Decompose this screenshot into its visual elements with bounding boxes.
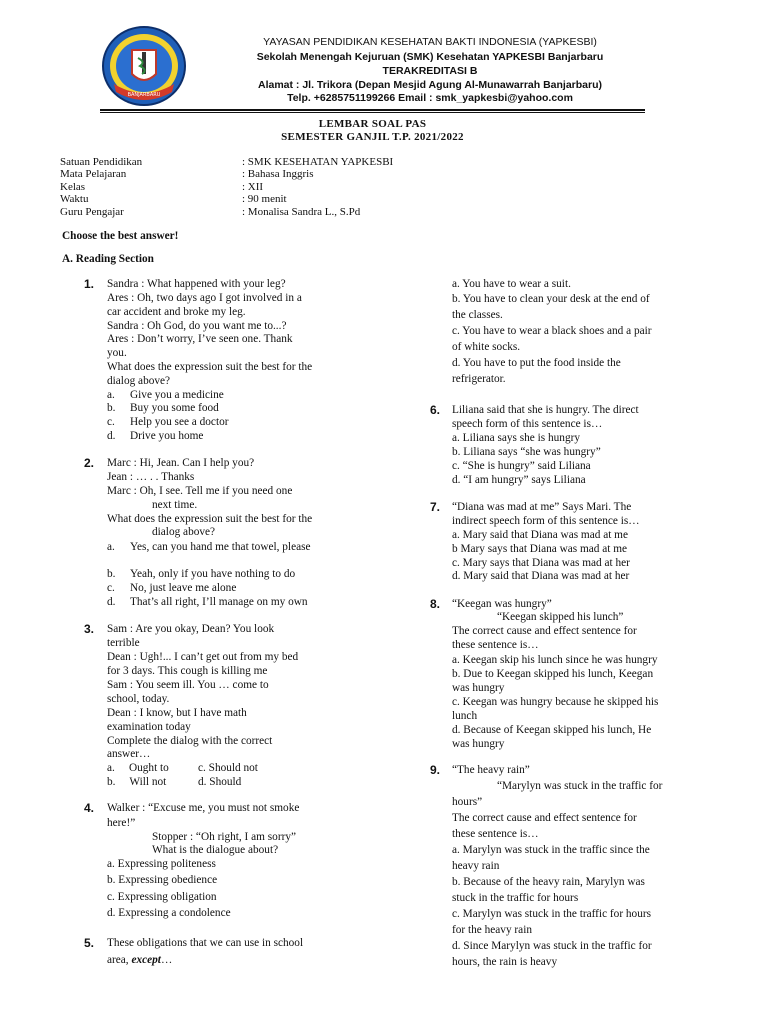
option-d[interactable]: That’s all right, I’ll manage on my own [130,596,308,608]
option-b[interactable]: Yeah, only if you have nothing to do [130,568,296,580]
question-number: 4. [84,801,95,815]
option-b[interactable]: b. Expressing obedience [107,874,218,886]
option-b[interactable]: b. Will not [107,776,167,788]
option-a[interactable]: a. Keegan skip his lunch since he was hungry [452,654,658,666]
contact: Telp. +6285751199266 Email : smk_yapkesbi@yahoo.com [287,92,573,104]
q5-emphasis: except [131,954,161,966]
option-c[interactable]: c. Keegan was hungry because he skipped his [452,696,659,708]
option-c[interactable]: c. You have to wear a black shoes and a pair [452,325,652,337]
question-number: 8. [430,597,441,611]
q1-line: Sandra : What happened with your leg? [107,278,286,290]
q5-line: These obligations that we can use in school [107,937,304,949]
q3-line: for 3 days. This cough is killing me [107,665,268,677]
option-b[interactable]: Buy you some food [130,402,219,414]
option-b[interactable]: b. Due to Keegan skipped his lunch, Keegan [452,668,654,680]
option-d[interactable]: d. Mary said that Diana was mad at her [452,570,630,582]
q3-line: examination today [107,721,191,733]
option-key: a. [107,389,115,401]
q1-line: you. [107,347,127,359]
info-label: Mata Pelajaran [60,168,127,181]
q3-line: Sam : Are you okay, Dean? You look [107,623,275,635]
header-rule [100,109,645,111]
option-d-cont: hours, the rain is heavy [452,956,558,968]
option-a[interactable]: Give you a medicine [130,389,224,401]
question-number: 7. [430,500,441,514]
q4-line: here!” [107,817,136,829]
q6-line: speech form of this sentence is… [452,418,603,430]
option-b-cont: was hungry [452,682,505,694]
option-c[interactable]: c. Expressing obligation [107,891,217,903]
q3-line: Dean : Ugh!... I can’t get out from my bed [107,651,299,663]
sheet-subtitle: SEMESTER GANJIL T.P. 2021/2022 [281,131,464,143]
info-label: Kelas [60,180,86,193]
q7-line: “Diana was mad at me” Says Mari. The [452,501,632,513]
q5-line [107,954,172,968]
info-label: Guru Pengajar [60,205,124,218]
option-c-cont: lunch [452,710,478,722]
option-d[interactable]: d. “I am hungry” says Liliana [452,474,586,486]
option-d[interactable]: d. Because of Keegan skipped his lunch, He [452,724,652,736]
option-d[interactable]: d. Should [198,776,242,788]
sheet-title: LEMBAR SOAL PAS [318,118,427,130]
info-value: : Bahasa Inggris [242,168,314,181]
q9-line: hours” [452,796,483,808]
q5-text: area, [107,954,132,966]
info-value: : 90 menit [242,193,287,206]
option-b[interactable]: b. Liliana says “she was hungry” [452,446,601,458]
option-c[interactable]: c. “She is hungry” said Liliana [452,460,591,472]
logo-text: BANJARBARU [127,92,161,98]
foundation-name: YAYASAN PENDIDIKAN KESEHATAN BAKTI INDONESIA (YAPKESBI) [263,36,597,48]
option-d[interactable]: Drive you home [130,430,204,442]
q1-line: Ares : Don’t worry, I’ve seen one. Thank [107,333,293,345]
question-number: 1. [84,277,95,291]
option-d[interactable]: d. Since Marylyn was stuck in the traffic for [452,940,652,952]
q2-question: dialog above? [152,526,216,538]
q8-line: “Keegan skipped his lunch” [497,611,624,623]
option-key: b. [107,568,116,580]
option-b[interactable]: b Mary says that Diana was mad at me [452,543,628,555]
option-c-cont: of white socks. [452,341,521,353]
info-value: : Monalisa Sandra L., S.Pd [242,205,361,218]
question-number: 3. [84,622,95,636]
option-a[interactable]: a. Mary said that Diana was mad at me [452,529,628,541]
info-values [242,156,393,218]
option-key: b. [107,402,116,414]
school-logo [100,24,188,112]
q9-line: “The heavy rain” [452,764,530,776]
option-b[interactable]: b. You have to clean your desk at the end of [452,293,650,305]
option-b-cont: the classes. [452,309,503,321]
section-heading: A. Reading Section [62,253,154,265]
option-key: a. [107,541,115,553]
info-value: : XII [242,180,264,193]
option-a[interactable]: a. Expressing politeness [107,858,216,870]
info-label: Satuan Pendidikan [60,156,143,168]
q1-line: car accident and broke my leg. [107,306,246,318]
option-key: c. [107,416,115,428]
option-d[interactable]: d. Expressing a condolence [107,907,231,919]
option-a[interactable]: Yes, can you hand me that towel, please [130,541,311,553]
info-label: Waktu [60,193,89,206]
q2-line: Marc : Hi, Jean. Can I help you? [107,457,255,469]
address: Alamat : Jl. Trikora (Depan Mesjid Agung Al-Munawarrah Banjarbaru) [257,79,603,91]
instruction: Choose the best answer! [62,230,179,242]
info-value: : SMK KESEHATAN YAPKESBI [242,156,394,168]
option-c[interactable]: Help you see a doctor [130,416,229,428]
header-rule-thin [100,112,645,113]
q3-question: Complete the dialog with the correct [107,735,273,747]
q3-line: Dean : I know, but I have math [107,707,247,719]
option-d[interactable]: d. You have to put the food inside the [452,357,621,369]
q6-line: Liliana said that she is hungry. The direct [452,404,639,416]
q3-line: terrible [107,637,140,649]
q9-question: The correct cause and effect sentence for [452,812,637,824]
q1-line: Ares : Oh, two days ago I got involved in a [107,292,302,304]
option-d-cont: was hungry [452,738,505,750]
q1-line: Sandra : Oh God, do you want me to...? [107,320,287,332]
q2-question: What does the expression suit the best for the [107,513,313,525]
q4-question: What is the dialogue about? [152,844,279,856]
question-number: 2. [84,456,95,470]
option-a[interactable]: a. You have to wear a suit. [452,278,571,290]
question-number: 9. [430,763,441,777]
q2-line: next time. [152,499,198,511]
option-c-cont: for the heavy rain [452,924,532,936]
q4-line: Stopper : “Oh right, I am sorry” [152,831,297,843]
option-c[interactable]: c. Should not [198,762,258,774]
q2-line: Jean : … . . Thanks [107,471,195,483]
option-c[interactable]: c. Marylyn was stuck in the traffic for hours [452,908,652,920]
option-d-cont: refrigerator. [452,373,506,385]
q2-line: Marc : Oh, I see. Tell me if you need one [107,485,293,497]
option-c[interactable]: c. Mary says that Diana was mad at her [452,557,630,569]
q9-line: “Marylyn was stuck in the traffic for [497,780,663,792]
accreditation: TERAKREDITASI B [382,65,478,77]
q4-line: Walker : “Excuse me, you must not smoke [107,802,300,814]
question-number: 5. [84,936,95,950]
option-a[interactable]: a. Liliana says she is hungry [452,432,581,444]
option-a[interactable]: a. Ought to [107,762,169,774]
q1-question: What does the expression suit the best for the [107,361,313,373]
q1-question: dialog above? [107,375,171,387]
option-c[interactable]: No, just leave me alone [130,582,237,594]
q9-question: these sentence is… [452,828,539,840]
option-a[interactable]: a. Marylyn was stuck in the traffic since the [452,844,650,856]
option-b[interactable]: b. Because of the heavy rain, Marylyn was [452,876,645,888]
q5-text: … [160,954,173,966]
info-labels [60,156,142,218]
q8-question: The correct cause and effect sentence for [452,625,637,637]
q7-line: indirect speech form of this sentence is… [452,515,640,527]
option-key: d. [107,430,116,442]
q8-line: “Keegan was hungry” [452,598,552,610]
question-number: 6. [430,403,441,417]
option-key: c. [107,582,115,594]
option-key: d. [107,596,116,608]
q3-line: Sam : You seem ill. You … come to [107,679,269,691]
q8-question: these sentence is… [452,639,539,651]
school-name: Sekolah Menengah Kejuruan (SMK) Kesehatan YAPKESBI Banjarbaru [256,51,604,63]
q3-line: school, today. [107,693,170,705]
option-a-cont: heavy rain [452,860,500,872]
option-b-cont: stuck in the traffic for hours [452,892,579,904]
q3-question: answer… [107,748,151,760]
